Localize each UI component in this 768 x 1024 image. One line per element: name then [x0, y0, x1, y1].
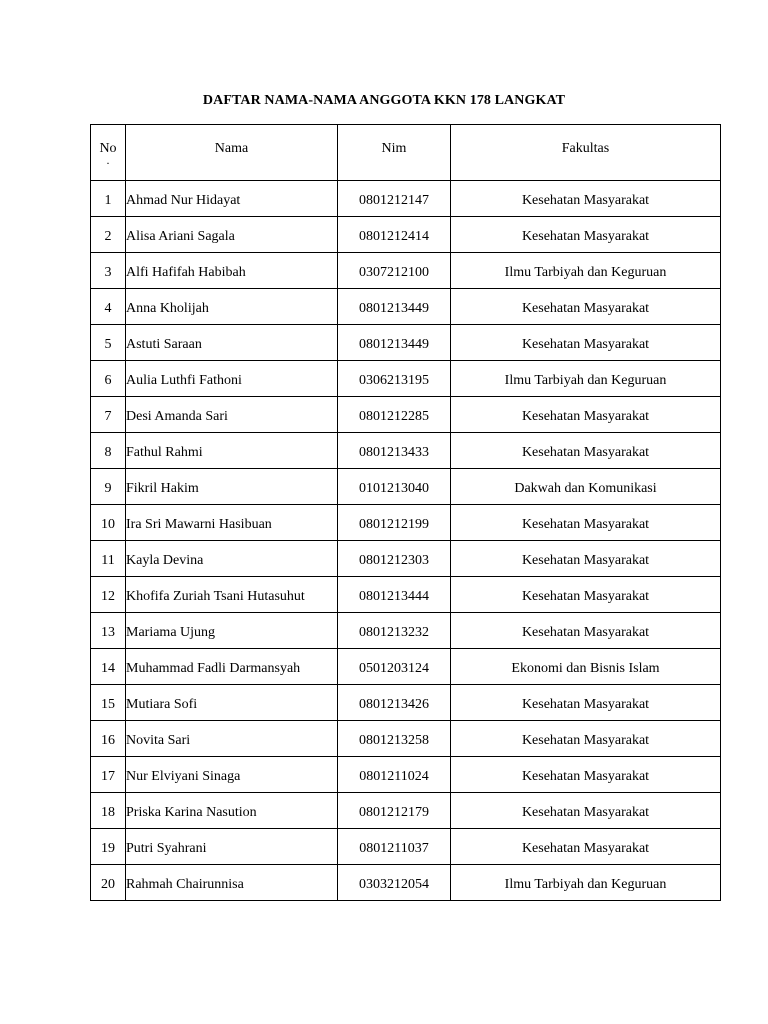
cell-nim: 0801212199 [338, 505, 451, 541]
cell-nama: Ahmad Nur Hidayat [126, 181, 338, 217]
cell-nim: 0801211037 [338, 829, 451, 865]
cell-fakultas: Kesehatan Masyarakat [451, 541, 721, 577]
table-row [91, 649, 721, 685]
cell-nim: 0801212179 [338, 793, 451, 829]
cell-no: 10 [91, 505, 126, 541]
table-row [91, 397, 721, 433]
cell-nim: 0801213433 [338, 433, 451, 469]
cell-nim: 0801212147 [338, 181, 451, 217]
cell-nama: Putri Syahrani [126, 829, 338, 865]
cell-fakultas: Kesehatan Masyarakat [451, 613, 721, 649]
cell-no: 5 [91, 325, 126, 361]
table-row [91, 721, 721, 757]
cell-nama: Priska Karina Nasution [126, 793, 338, 829]
column-header-nim: Nim [338, 125, 451, 181]
cell-no: 4 [91, 289, 126, 325]
cell-fakultas: Kesehatan Masyarakat [451, 577, 721, 613]
cell-fakultas: Kesehatan Masyarakat [451, 217, 721, 253]
table-row [91, 181, 721, 217]
table-row [91, 253, 721, 289]
cell-fakultas: Ilmu Tarbiyah dan Keguruan [451, 361, 721, 397]
cell-nim: 0801213232 [338, 613, 451, 649]
table-row [91, 469, 721, 505]
column-header-no-dot: . [106, 153, 110, 167]
cell-nama: Ira Sri Mawarni Hasibuan [126, 505, 338, 541]
table-row [91, 361, 721, 397]
table-row [91, 217, 721, 253]
cell-nama: Alfi Hafifah Habibah [126, 253, 338, 289]
cell-no: 14 [91, 649, 126, 685]
cell-fakultas: Kesehatan Masyarakat [451, 289, 721, 325]
cell-nama: Kayla Devina [126, 541, 338, 577]
cell-fakultas: Kesehatan Masyarakat [451, 721, 721, 757]
cell-nim: 0801212285 [338, 397, 451, 433]
table-row [91, 289, 721, 325]
cell-nama: Alisa Ariani Sagala [126, 217, 338, 253]
cell-no: 8 [91, 433, 126, 469]
cell-nama: Nur Elviyani Sinaga [126, 757, 338, 793]
cell-nim: 0801212414 [338, 217, 451, 253]
cell-fakultas: Kesehatan Masyarakat [451, 505, 721, 541]
cell-nim: 0801213449 [338, 289, 451, 325]
cell-fakultas: Kesehatan Masyarakat [451, 793, 721, 829]
cell-fakultas: Kesehatan Masyarakat [451, 757, 721, 793]
cell-fakultas: Kesehatan Masyarakat [451, 685, 721, 721]
cell-nim: 0307212100 [338, 253, 451, 289]
cell-no: 15 [91, 685, 126, 721]
cell-no: 11 [91, 541, 126, 577]
cell-nama: Fikril Hakim [126, 469, 338, 505]
table-row [91, 577, 721, 613]
page-title: DAFTAR NAMA-NAMA ANGGOTA KKN 178 LANGKAT [202, 93, 566, 108]
table-row [91, 757, 721, 793]
cell-nim: 0801213444 [338, 577, 451, 613]
cell-nim: 0801211024 [338, 757, 451, 793]
table-row [91, 865, 721, 901]
table-row [91, 325, 721, 361]
cell-nim: 0801213258 [338, 721, 451, 757]
cell-fakultas: Kesehatan Masyarakat [451, 181, 721, 217]
cell-nim: 0801212303 [338, 541, 451, 577]
cell-fakultas: Kesehatan Masyarakat [451, 433, 721, 469]
table-row [91, 829, 721, 865]
cell-no: 9 [91, 469, 126, 505]
cell-no: 17 [91, 757, 126, 793]
cell-fakultas: Ekonomi dan Bisnis Islam [451, 649, 721, 685]
cell-nama: Novita Sari [126, 721, 338, 757]
cell-fakultas: Ilmu Tarbiyah dan Keguruan [451, 253, 721, 289]
cell-nama: Muhammad Fadli Darmansyah [126, 649, 338, 685]
cell-nama: Desi Amanda Sari [126, 397, 338, 433]
table-row [91, 505, 721, 541]
cell-nama: Anna Kholijah [126, 289, 338, 325]
cell-fakultas: Ilmu Tarbiyah dan Keguruan [451, 865, 721, 901]
column-header-fakultas: Fakultas [451, 125, 721, 181]
table-row [91, 541, 721, 577]
table-header-row [91, 125, 721, 181]
cell-no: 7 [91, 397, 126, 433]
cell-nama: Khofifa Zuriah Tsani Hutasuhut [126, 577, 338, 613]
cell-nama: Fathul Rahmi [126, 433, 338, 469]
cell-no: 13 [91, 613, 126, 649]
cell-fakultas: Dakwah dan Komunikasi [451, 469, 721, 505]
cell-fakultas: Kesehatan Masyarakat [451, 397, 721, 433]
cell-no: 1 [91, 181, 126, 217]
cell-nim: 0801213426 [338, 685, 451, 721]
cell-no: 12 [91, 577, 126, 613]
column-header-no-label: No [99, 141, 117, 156]
cell-nim: 0801213449 [338, 325, 451, 361]
cell-no: 20 [91, 865, 126, 901]
cell-no: 18 [91, 793, 126, 829]
table-row [91, 793, 721, 829]
table-row [91, 433, 721, 469]
cell-nama: Aulia Luthfi Fathoni [126, 361, 338, 397]
table-row [91, 613, 721, 649]
cell-no: 3 [91, 253, 126, 289]
cell-fakultas: Kesehatan Masyarakat [451, 325, 721, 361]
column-header-no [91, 125, 126, 181]
cell-no: 6 [91, 361, 126, 397]
cell-nim: 0303212054 [338, 865, 451, 901]
cell-nama: Rahmah Chairunnisa [126, 865, 338, 901]
cell-no: 2 [91, 217, 126, 253]
cell-nim: 0306213195 [338, 361, 451, 397]
cell-nim: 0101213040 [338, 469, 451, 505]
cell-nim: 0501203124 [338, 649, 451, 685]
cell-nama: Astuti Saraan [126, 325, 338, 361]
cell-no: 19 [91, 829, 126, 865]
cell-nama: Mutiara Sofi [126, 685, 338, 721]
column-header-nama: Nama [126, 125, 338, 181]
members-table [90, 124, 721, 901]
table-row [91, 685, 721, 721]
cell-fakultas: Kesehatan Masyarakat [451, 829, 721, 865]
cell-no: 16 [91, 721, 126, 757]
cell-nama: Mariama Ujung [126, 613, 338, 649]
